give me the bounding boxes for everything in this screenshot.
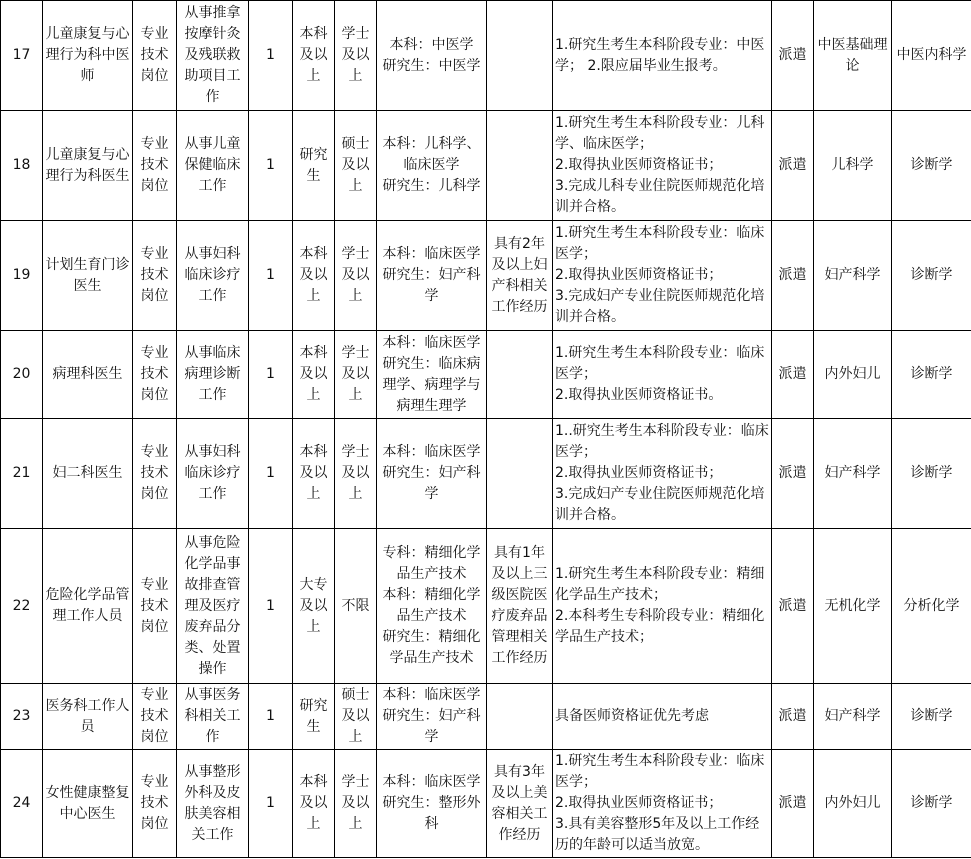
exam-subject-1: 内外妇儿 <box>814 331 892 419</box>
education-requirement: 大专及以上 <box>293 529 335 684</box>
hire-count: 1 <box>249 111 293 221</box>
position-name: 儿童康复与心理行为科中医师 <box>43 1 133 111</box>
employment-type: 派遣 <box>772 331 814 419</box>
education-requirement: 本科及以上 <box>293 221 335 331</box>
job-duty: 从事妇科临床诊疗工作 <box>177 221 249 331</box>
position-category: 专业技术岗位 <box>133 684 177 750</box>
other-requirements: 1.研究生考生本科阶段专业：精细化学品生产技术； 2.本科考生专科阶段专业：精细化学品生产技术； <box>553 529 772 684</box>
education-requirement: 本科及以上 <box>293 1 335 111</box>
education-requirement: 本科及以上 <box>293 750 335 858</box>
experience-requirement: 具有1年及以上三级医院医疗废弃品管理相关工作经历 <box>487 529 553 684</box>
major-requirement: 本科：中医学 研究生：中医学 <box>377 1 487 111</box>
table-row <box>1 750 971 858</box>
job-duty: 从事临床病理诊断工作 <box>177 331 249 419</box>
other-requirements: 1.研究生考生本科阶段专业：临床医学； 2.取得执业医师资格证书。 <box>553 331 772 419</box>
other-requirements: 具备医师资格证优先考虑 <box>553 684 772 750</box>
row-number: 20 <box>1 331 43 419</box>
major-requirement: 专科：精细化学品生产技术 本科：精细化学品生产技术 研究生：精细化学品生产技术 <box>377 529 487 684</box>
row-number: 17 <box>1 1 43 111</box>
hire-count: 1 <box>249 221 293 331</box>
education-requirement: 本科及以上 <box>293 419 335 529</box>
major-requirement: 本科：临床医学 研究生：妇产科学 <box>377 684 487 750</box>
table-row <box>1 529 971 684</box>
table-row <box>1 111 971 221</box>
exam-subject-1: 中医基础理论 <box>814 1 892 111</box>
degree-requirement: 学士及以上 <box>335 331 377 419</box>
hire-count: 1 <box>249 529 293 684</box>
table-row <box>1 684 971 750</box>
job-duty: 从事推拿按摩针灸及残联救助项目工作 <box>177 1 249 111</box>
table-row <box>1 331 971 419</box>
degree-requirement: 学士及以上 <box>335 221 377 331</box>
education-requirement: 本科及以上 <box>293 331 335 419</box>
employment-type: 派遣 <box>772 684 814 750</box>
row-number: 19 <box>1 221 43 331</box>
row-number: 21 <box>1 419 43 529</box>
exam-subject-2: 诊断学 <box>892 221 971 331</box>
job-duty: 从事整形外科及皮肤美容相关工作 <box>177 750 249 858</box>
major-requirement: 本科：临床医学 研究生：整形外科 <box>377 750 487 858</box>
experience-requirement <box>487 684 553 750</box>
major-requirement: 本科：临床医学 研究生：妇产科学 <box>377 221 487 331</box>
degree-requirement: 不限 <box>335 529 377 684</box>
degree-requirement: 硕士及以上 <box>335 684 377 750</box>
table-row <box>1 1 971 111</box>
position-name: 女性健康整复中心医生 <box>43 750 133 858</box>
employment-type: 派遣 <box>772 419 814 529</box>
major-requirement: 本科：临床医学 研究生：妇产科学 <box>377 419 487 529</box>
exam-subject-1: 无机化学 <box>814 529 892 684</box>
exam-subject-2: 诊断学 <box>892 684 971 750</box>
other-requirements: 1.研究生考生本科阶段专业：临床医学； 2.取得执业医师资格证书； 3.具有美容整形5年及以上工作经历的年龄可以适当放宽。 <box>553 750 772 858</box>
employment-type: 派遣 <box>772 111 814 221</box>
employment-type: 派遣 <box>772 221 814 331</box>
row-number: 23 <box>1 684 43 750</box>
experience-requirement <box>487 1 553 111</box>
table-row <box>1 419 971 529</box>
exam-subject-2: 中医内科学 <box>892 1 971 111</box>
row-number: 18 <box>1 111 43 221</box>
hire-count: 1 <box>249 750 293 858</box>
experience-requirement <box>487 331 553 419</box>
position-name: 妇二科医生 <box>43 419 133 529</box>
experience-requirement: 具有3年及以上美容相关工作经历 <box>487 750 553 858</box>
education-requirement: 研究生 <box>293 111 335 221</box>
degree-requirement: 学士及以上 <box>335 1 377 111</box>
exam-subject-2: 分析化学 <box>892 529 971 684</box>
job-duty: 从事危险化学品事故排查管理及医疗废弃品分类、处置操作 <box>177 529 249 684</box>
row-number: 24 <box>1 750 43 858</box>
position-category: 专业技术岗位 <box>133 1 177 111</box>
position-name: 计划生育门诊医生 <box>43 221 133 331</box>
hire-count: 1 <box>249 1 293 111</box>
other-requirements: 1.研究生考生本科阶段专业：中医学； 2.限应届毕业生报考。 <box>553 1 772 111</box>
exam-subject-1: 内外妇儿 <box>814 750 892 858</box>
major-requirement: 本科：儿科学、临床医学 研究生：儿科学 <box>377 111 487 221</box>
exam-subject-2: 诊断学 <box>892 111 971 221</box>
exam-subject-2: 诊断学 <box>892 331 971 419</box>
exam-subject-2: 诊断学 <box>892 750 971 858</box>
row-number: 22 <box>1 529 43 684</box>
experience-requirement <box>487 419 553 529</box>
employment-type: 派遣 <box>772 1 814 111</box>
position-category: 专业技术岗位 <box>133 331 177 419</box>
exam-subject-1: 妇产科学 <box>814 419 892 529</box>
major-requirement: 本科：临床医学 研究生：临床病理学、病理学与病理生理学 <box>377 331 487 419</box>
degree-requirement: 硕士及以上 <box>335 111 377 221</box>
other-requirements: 1..研究生考生本科阶段专业：临床医学； 2.取得执业医师资格证书； 3.完成妇产专业住院医师规范化培训并合格。 <box>553 419 772 529</box>
employment-type: 派遣 <box>772 750 814 858</box>
hire-count: 1 <box>249 419 293 529</box>
job-duty: 从事妇科临床诊疗工作 <box>177 419 249 529</box>
education-requirement: 研究生 <box>293 684 335 750</box>
job-duty: 从事儿童保健临床工作 <box>177 111 249 221</box>
employment-type: 派遣 <box>772 529 814 684</box>
exam-subject-1: 儿科学 <box>814 111 892 221</box>
position-name: 医务科工作人员 <box>43 684 133 750</box>
position-category: 专业技术岗位 <box>133 529 177 684</box>
experience-requirement: 具有2年及以上妇产科相关工作经历 <box>487 221 553 331</box>
position-name: 病理科医生 <box>43 331 133 419</box>
position-category: 专业技术岗位 <box>133 111 177 221</box>
exam-subject-1: 妇产科学 <box>814 221 892 331</box>
degree-requirement: 学士及以上 <box>335 419 377 529</box>
position-name: 儿童康复与心理行为科医生 <box>43 111 133 221</box>
hire-count: 1 <box>249 684 293 750</box>
other-requirements: 1.研究生考生本科阶段专业：临床医学； 2.取得执业医师资格证书； 3.完成妇产专业住院医师规范化培训并合格。 <box>553 221 772 331</box>
experience-requirement <box>487 111 553 221</box>
table-row <box>1 221 971 331</box>
other-requirements: 1.研究生考生本科阶段专业：儿科学、临床医学； 2.取得执业医师资格证书； 3.完成儿科专业住院医师规范化培训并合格。 <box>553 111 772 221</box>
exam-subject-1: 妇产科学 <box>814 684 892 750</box>
position-category: 专业技术岗位 <box>133 221 177 331</box>
hire-count: 1 <box>249 331 293 419</box>
position-category: 专业技术岗位 <box>133 419 177 529</box>
job-duty: 从事医务科相关工作 <box>177 684 249 750</box>
exam-subject-2: 诊断学 <box>892 419 971 529</box>
degree-requirement: 学士及以上 <box>335 750 377 858</box>
position-category: 专业技术岗位 <box>133 750 177 858</box>
position-name: 危险化学品管理工作人员 <box>43 529 133 684</box>
